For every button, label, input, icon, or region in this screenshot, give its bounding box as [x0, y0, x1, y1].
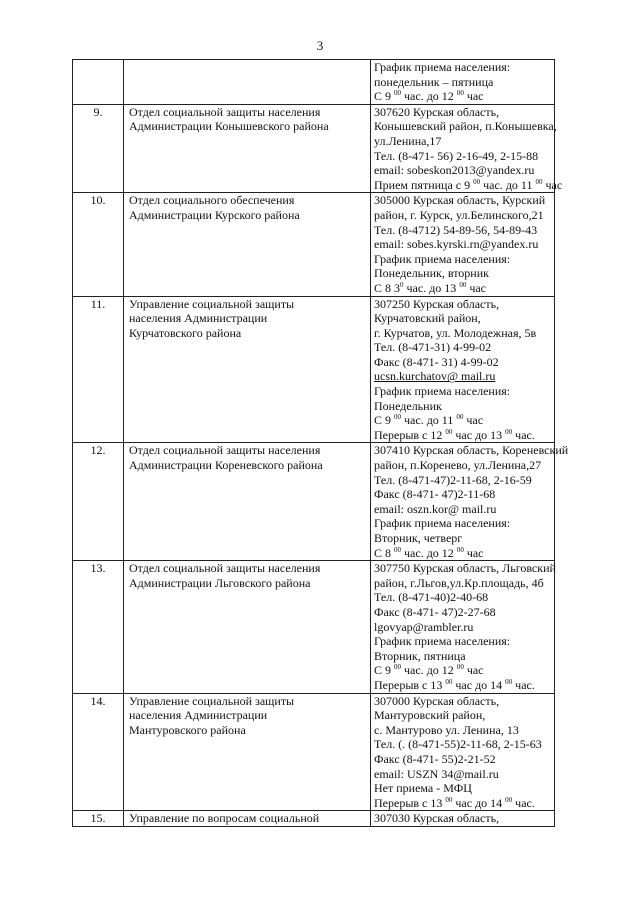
time-minutes-superscript: 00 — [445, 427, 453, 436]
row-number: 12. — [73, 443, 124, 561]
contact-line — [374, 487, 551, 502]
contact-text: ул.Ленина,17 — [374, 133, 442, 148]
organization-name — [124, 193, 371, 296]
time-minutes-superscript: 00 — [459, 280, 467, 289]
contact-line — [374, 576, 551, 591]
contact-line — [374, 458, 551, 473]
contact-text: Факс (8-471- 55)2-21-52 — [374, 751, 496, 766]
contact-text: 307620 Курская область, — [374, 104, 500, 119]
contact-line — [374, 678, 551, 693]
table-row — [73, 693, 555, 811]
contact-text: email: oszn.kor@ mail.ru — [374, 501, 497, 516]
table-row — [73, 443, 555, 561]
contact-line — [374, 428, 551, 443]
time-minutes-superscript: 00 — [505, 427, 513, 436]
contact-text: Конышевский район, п.Конышевка, — [374, 119, 557, 134]
contact-line — [374, 752, 551, 767]
contact-text: час — [463, 663, 484, 678]
time-minutes-superscript: 00 — [456, 413, 464, 422]
contact-text: Вторник, четверг — [374, 531, 463, 545]
row-number — [73, 60, 124, 105]
contact-text: район, п.Коренево, ул.Ленина,27 — [374, 458, 542, 473]
organization-name — [124, 811, 371, 827]
contact-details — [371, 193, 555, 296]
contact-line — [374, 281, 551, 296]
contact-line — [374, 516, 551, 531]
contact-line — [374, 502, 551, 517]
contact-line — [374, 105, 551, 120]
contact-text: Понедельник — [374, 398, 442, 413]
contact-line — [374, 737, 551, 752]
contact-text: Перерыв с 13 — [374, 795, 446, 810]
contact-text: Факс (8-471- 31) 4-99-02 — [374, 354, 499, 369]
organization-name-line: Управление социальной защиты — [129, 693, 295, 708]
contact-line — [374, 223, 551, 238]
contact-line — [374, 634, 551, 649]
organization-name-line: Отдел социального обеспечения — [129, 193, 295, 208]
contact-text: Тел. (8-471- 56) 2-16-49, 2-15-88 — [374, 148, 539, 163]
time-minutes-superscript: 00 — [456, 89, 464, 98]
contact-text: час — [463, 89, 484, 104]
contact-line — [374, 384, 551, 399]
contact-line — [374, 443, 569, 458]
contact-text: Перерыв с 13 — [374, 677, 446, 692]
time-minutes-superscript: 00 — [394, 663, 402, 672]
contact-text: час до 14 — [452, 677, 506, 692]
organization-name-line: Курчатовского района — [129, 325, 242, 340]
contact-line — [374, 237, 551, 252]
contact-line — [374, 796, 551, 811]
contact-line — [374, 590, 551, 605]
contact-text: Факс (8-471- 47)2-27-68 — [374, 604, 496, 619]
contact-text: График приема населения: — [374, 251, 511, 266]
table-row — [73, 60, 555, 105]
contact-line — [374, 340, 551, 355]
contact-text: час — [463, 413, 484, 428]
time-minutes-superscript: 00 — [394, 89, 402, 98]
contact-line — [374, 89, 551, 104]
contact-text: 307250 Курская область, — [374, 296, 500, 311]
contact-line — [374, 473, 551, 488]
contact-text: График приема населения: — [374, 516, 511, 531]
organization-name-line: Администрации Конышевского района — [129, 119, 329, 134]
contact-line — [374, 531, 551, 546]
contact-line — [374, 399, 551, 414]
contacts-table-body — [73, 60, 569, 827]
contact-line — [374, 149, 551, 164]
contact-line — [374, 413, 551, 428]
time-minutes-superscript: 00 — [456, 545, 464, 554]
row-number: 10. — [73, 193, 124, 296]
contact-line — [374, 663, 551, 678]
contact-text: С 9 — [374, 663, 395, 678]
contact-text: час. до 12 — [401, 663, 457, 678]
organization-name-line: населения Администрации — [129, 311, 268, 326]
organization-name — [124, 561, 371, 693]
contact-line — [374, 649, 551, 664]
contact-line — [374, 546, 551, 561]
contact-details — [371, 296, 555, 443]
organization-name — [124, 296, 371, 443]
contact-text: час — [542, 177, 563, 192]
contact-text: С 9 — [374, 413, 395, 428]
organization-name-line: Администрации Кореневского района — [129, 458, 323, 473]
contact-line — [374, 605, 551, 620]
contact-line — [374, 208, 551, 223]
contact-text: Прием пятница с 9 — [374, 177, 474, 192]
contact-text: Тел. (8-471-47)2-11-68, 2-16-59 — [374, 472, 532, 487]
contact-line — [374, 193, 551, 208]
organization-name — [124, 443, 371, 561]
contact-text: час — [466, 280, 486, 295]
contact-text: График приема населения: — [374, 60, 511, 74]
contact-text: 307000 Курская область, — [374, 693, 500, 708]
contact-text: час. — [512, 427, 535, 442]
contact-details — [371, 60, 555, 105]
contact-text: Перерыв с 12 — [374, 427, 446, 442]
contact-text: Мантуровский район, — [374, 708, 486, 723]
contact-line — [374, 119, 557, 134]
contact-text: С 8 3 — [374, 280, 401, 295]
time-minutes-superscript: 00 — [505, 795, 513, 804]
contact-text: час. — [512, 795, 535, 810]
table-row — [73, 193, 555, 296]
contact-line — [374, 163, 551, 178]
contact-line — [374, 266, 551, 281]
organization-name-line: Администрации Льговского района — [129, 575, 311, 590]
contact-text: час. до 12 — [401, 89, 457, 104]
contact-line — [374, 694, 551, 709]
contact-line — [374, 811, 551, 826]
organization-name-line: Отдел социальной защиты населения — [129, 443, 321, 458]
contact-line — [374, 767, 551, 782]
contact-line — [374, 311, 551, 326]
contact-text: Тел. (8-471-31) 4-99-02 — [374, 340, 492, 355]
contact-text: 307410 Курская область, Кореневский — [374, 443, 569, 458]
row-number: 15. — [73, 811, 124, 827]
contact-line — [374, 177, 563, 193]
contact-text: час. до 12 — [401, 545, 457, 560]
contact-details — [371, 443, 569, 561]
contact-line — [374, 326, 551, 341]
time-minutes-superscript: 00 — [445, 677, 453, 686]
contact-text: 307030 Курская область, — [374, 811, 500, 826]
contact-line — [374, 620, 551, 635]
contact-line — [374, 355, 551, 370]
contact-text: час. до 11 — [401, 413, 457, 428]
table-row — [73, 561, 555, 693]
organization-name-line: Администрации Курского района — [129, 207, 300, 222]
row-number: 13. — [73, 561, 124, 693]
contact-text: Тел. (. (8-471-55)2-11-68, 2-15-63 — [374, 737, 542, 752]
contact-line — [374, 134, 551, 149]
organization-name — [124, 104, 371, 193]
organization-name-line: Отдел социальной защиты населения — [129, 561, 321, 576]
contact-text: район, г. Курск, ул.Белинского,21 — [374, 207, 544, 222]
row-number: 11. — [73, 296, 124, 443]
organization-name-line: Отдел социальной защиты населения — [129, 104, 321, 119]
row-number: 14. — [73, 693, 124, 811]
contact-text: 307750 Курская область, Льговский — [374, 561, 556, 576]
contact-text: час. до 11 — [480, 177, 536, 192]
contact-line — [374, 561, 556, 576]
contact-line — [374, 708, 551, 723]
contact-text: час до 14 — [452, 795, 506, 810]
contact-line — [374, 369, 551, 384]
contact-details — [371, 693, 555, 811]
contacts-table — [72, 59, 569, 827]
contact-text: час. до 13 — [403, 280, 460, 295]
table-row — [73, 811, 555, 827]
contact-text: lgovyap@rambler.ru — [374, 619, 474, 634]
contact-text: Курчатовский район, — [374, 311, 481, 326]
contact-text: Тел. (8-4712) 54-89-56, 54-89-43 — [374, 222, 538, 237]
organization-name — [124, 60, 371, 105]
contact-line — [374, 723, 551, 738]
row-number: 9. — [73, 104, 124, 193]
contact-text: email: sobes.kyrski.rn@yandex.ru — [374, 237, 539, 252]
time-minutes-superscript: 0 — [400, 280, 404, 289]
page-number: 3 — [316, 38, 324, 53]
contact-text: час. — [512, 677, 535, 692]
contact-line — [374, 60, 551, 75]
time-minutes-superscript: 00 — [456, 663, 464, 672]
table-row — [73, 296, 555, 443]
contact-text: Вторник, пятница — [374, 648, 466, 663]
contact-text: email: sobeskon2013@yandex.ru — [374, 163, 535, 178]
organization-name-line: населения Администрации — [129, 708, 268, 723]
organization-name-line: Управление по вопросам социальной — [129, 811, 320, 826]
time-minutes-superscript: 00 — [473, 177, 481, 186]
contact-details — [371, 561, 555, 693]
contact-text: С 8 — [374, 545, 395, 560]
time-minutes-superscript: 00 — [445, 795, 453, 804]
contact-text: Понедельник, вторник — [374, 266, 489, 281]
organization-name-line: Мантуровского района — [129, 722, 246, 737]
contact-line — [374, 297, 551, 312]
contact-details — [371, 104, 563, 193]
contact-text: час до 13 — [452, 427, 506, 442]
contact-text: час — [463, 545, 484, 560]
contact-line — [374, 75, 551, 90]
contact-text: Нет приема - МФЦ — [374, 781, 472, 796]
contact-text: понедельник – пятница — [374, 74, 494, 89]
contact-text: email: USZN 34@mail.ru — [374, 766, 499, 781]
organization-name — [124, 693, 371, 811]
time-minutes-superscript: 00 — [394, 413, 402, 422]
contact-details — [371, 811, 555, 827]
time-minutes-superscript: 00 — [505, 677, 513, 686]
contact-text: С 9 — [374, 89, 395, 104]
contact-text: с. Мантурово ул. Ленина, 13 — [374, 722, 519, 737]
organization-name-line: Управление социальной защиты — [129, 296, 295, 311]
contact-text: г. Курчатов, ул. Молодежная, 5в — [374, 325, 537, 340]
time-minutes-superscript: 00 — [394, 545, 402, 554]
time-minutes-superscript: 00 — [535, 177, 543, 186]
contact-text: район, г.Льгов,ул.Кр.площадь, 4б — [374, 575, 544, 590]
contact-text: Факс (8-471- 47)2-11-68 — [374, 487, 496, 502]
contact-text: Тел. (8-471-40)2-40-68 — [374, 590, 489, 605]
table-row — [73, 104, 555, 193]
email-link[interactable]: ucsn.kurchatov@ mail.ru — [374, 369, 496, 384]
contact-text: График приема населения: — [374, 634, 511, 649]
contact-line — [374, 781, 551, 796]
contact-line — [374, 252, 551, 267]
contact-text: 305000 Курская область, Курский — [374, 193, 546, 208]
contact-text: График приема населения: — [374, 384, 511, 399]
